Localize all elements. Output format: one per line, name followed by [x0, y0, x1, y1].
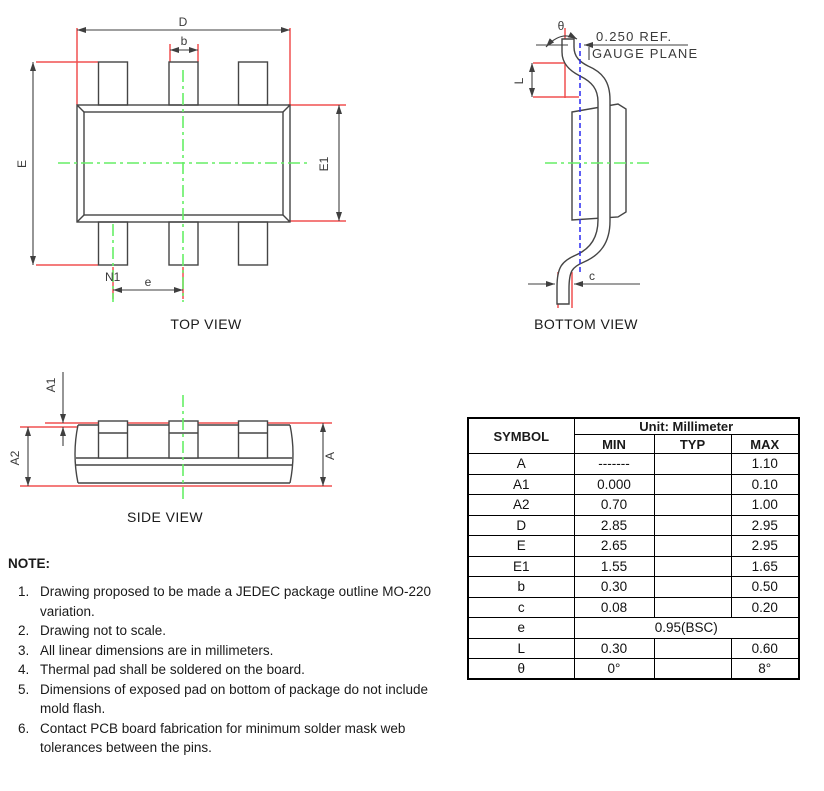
table-cell-min: 0.08	[574, 597, 654, 618]
dim-label-A2: A2	[8, 450, 22, 466]
table-cell-min: 0.30	[574, 638, 654, 659]
note-item	[8, 621, 458, 641]
dimension-b	[170, 34, 198, 50]
dim-label-E: E	[15, 159, 29, 169]
table-cell-symbol: L	[468, 638, 574, 659]
side-view-title: SIDE VIEW	[127, 509, 203, 525]
gauge-plane-text: GAUGE PLANE	[592, 46, 699, 61]
column-header-typ: TYP	[654, 435, 731, 454]
bottom-view-drawing	[512, 19, 698, 308]
column-header-min: MIN	[574, 435, 654, 454]
table-cell-min: 2.85	[574, 515, 654, 536]
table-cell-max: 8°	[731, 659, 799, 680]
dimension-D	[77, 15, 290, 30]
table-cell-typ	[654, 474, 731, 495]
top-view-drawing	[15, 15, 346, 302]
gauge-plane-annotation	[584, 29, 698, 61]
note-text: Drawing not to scale.	[40, 623, 167, 638]
table-row	[468, 577, 799, 598]
table-cell-min: 0.000	[574, 474, 654, 495]
table-cell-typ	[654, 577, 731, 598]
dim-label-E1: E1	[317, 156, 331, 172]
table-cell-max: 0.10	[731, 474, 799, 495]
side-view-drawing	[8, 372, 337, 500]
table-cell-symbol: A	[468, 454, 574, 475]
dimension-c	[528, 269, 640, 284]
dimension-A1	[44, 372, 63, 446]
table-row	[468, 659, 799, 680]
table-cell-typ	[654, 659, 731, 680]
column-header-max: MAX	[731, 435, 799, 454]
table-cell-symbol: E1	[468, 556, 574, 577]
table-cell-max: 2.95	[731, 515, 799, 536]
table-cell-min: 0.70	[574, 495, 654, 516]
note-item	[8, 680, 458, 719]
table-row	[468, 474, 799, 495]
table-row	[468, 618, 799, 639]
table-cell-span-value: 0.95(BSC)	[574, 618, 799, 639]
dim-label-c: c	[589, 269, 595, 283]
table-cell-symbol: D	[468, 515, 574, 536]
dimension-table	[467, 417, 800, 680]
table-row	[468, 536, 799, 557]
table-cell-max: 1.00	[731, 495, 799, 516]
dim-label-e: e	[144, 275, 152, 289]
table-cell-max: 1.10	[731, 454, 799, 475]
notes-heading: NOTE:	[8, 556, 50, 571]
note-text: All linear dimensions are in millimeters.	[40, 642, 274, 658]
table-cell-symbol: e	[468, 618, 574, 639]
note-text: Dimensions of exposed pad on bottom of package do not include mold flash.	[40, 681, 429, 716]
table-cell-symbol: θ	[468, 659, 574, 680]
top-view-title: TOP VIEW	[170, 316, 242, 332]
note-number: 5.	[18, 681, 30, 697]
unit-header: Unit: Millimeter	[574, 418, 799, 435]
table-cell-min: 2.65	[574, 536, 654, 557]
table-cell-typ	[654, 495, 731, 516]
table-row	[468, 638, 799, 659]
table-cell-min: -------	[574, 454, 654, 475]
note-item	[8, 641, 458, 661]
table-cell-typ	[654, 536, 731, 557]
ref-dimension-text: 0.250 REF.	[596, 29, 673, 44]
dim-label-A: A	[323, 451, 337, 461]
table-cell-typ	[654, 638, 731, 659]
table-cell-symbol: A2	[468, 495, 574, 516]
table-cell-max: 2.95	[731, 536, 799, 557]
dimension-e	[113, 275, 183, 290]
table-cell-symbol: E	[468, 536, 574, 557]
column-header-symbol: SYMBOL	[468, 418, 574, 454]
dim-label-D: D	[178, 15, 188, 29]
dimension-E	[15, 62, 33, 265]
table-row	[468, 597, 799, 618]
note-number: 3.	[18, 642, 30, 658]
dimension-A	[323, 423, 337, 486]
note-number: 1.	[18, 584, 30, 599]
dim-label-b: b	[180, 34, 188, 48]
table-cell-min: 0°	[574, 659, 654, 680]
table-cell-max: 1.65	[731, 556, 799, 577]
table-cell-symbol: A1	[468, 474, 574, 495]
note-text: Drawing proposed to be made a JEDEC package outline MO-220 variation.	[40, 584, 431, 619]
dimension-L	[512, 63, 532, 97]
table-cell-min: 0.30	[574, 577, 654, 598]
table-row	[468, 495, 799, 516]
table-cell-symbol: c	[468, 597, 574, 618]
note-number: 6.	[18, 720, 30, 736]
table-row	[468, 556, 799, 577]
pin1-label-N1: N1	[105, 270, 121, 284]
table-cell-typ	[654, 597, 731, 618]
table-cell-symbol: b	[468, 577, 574, 598]
table-cell-max: 0.60	[731, 638, 799, 659]
note-item	[8, 660, 458, 680]
dim-label-theta: θ	[557, 19, 565, 33]
note-number: 4.	[18, 662, 30, 677]
dim-label-A1: A1	[44, 377, 58, 393]
note-text: Contact PCB board fabrication for minimum solder mask web tolerances between the pins.	[40, 720, 406, 755]
table-row	[468, 454, 799, 475]
bottom-view-title: BOTTOM VIEW	[534, 316, 638, 332]
table-cell-typ	[654, 454, 731, 475]
note-item	[8, 582, 458, 621]
table-cell-typ	[654, 515, 731, 536]
dim-label-L: L	[512, 77, 526, 85]
note-number: 2.	[18, 623, 30, 638]
table-row	[468, 515, 799, 536]
dimension-E1	[317, 105, 339, 221]
table-header-row-1	[468, 418, 799, 435]
table-cell-min: 1.55	[574, 556, 654, 577]
table-cell-typ	[654, 556, 731, 577]
table-cell-max: 0.20	[731, 597, 799, 618]
dimension-A2	[8, 427, 28, 486]
notes-section	[8, 556, 458, 758]
note-text: Thermal pad shall be soldered on the board.	[40, 662, 305, 677]
table-cell-max: 0.50	[731, 577, 799, 598]
note-item	[8, 719, 458, 758]
